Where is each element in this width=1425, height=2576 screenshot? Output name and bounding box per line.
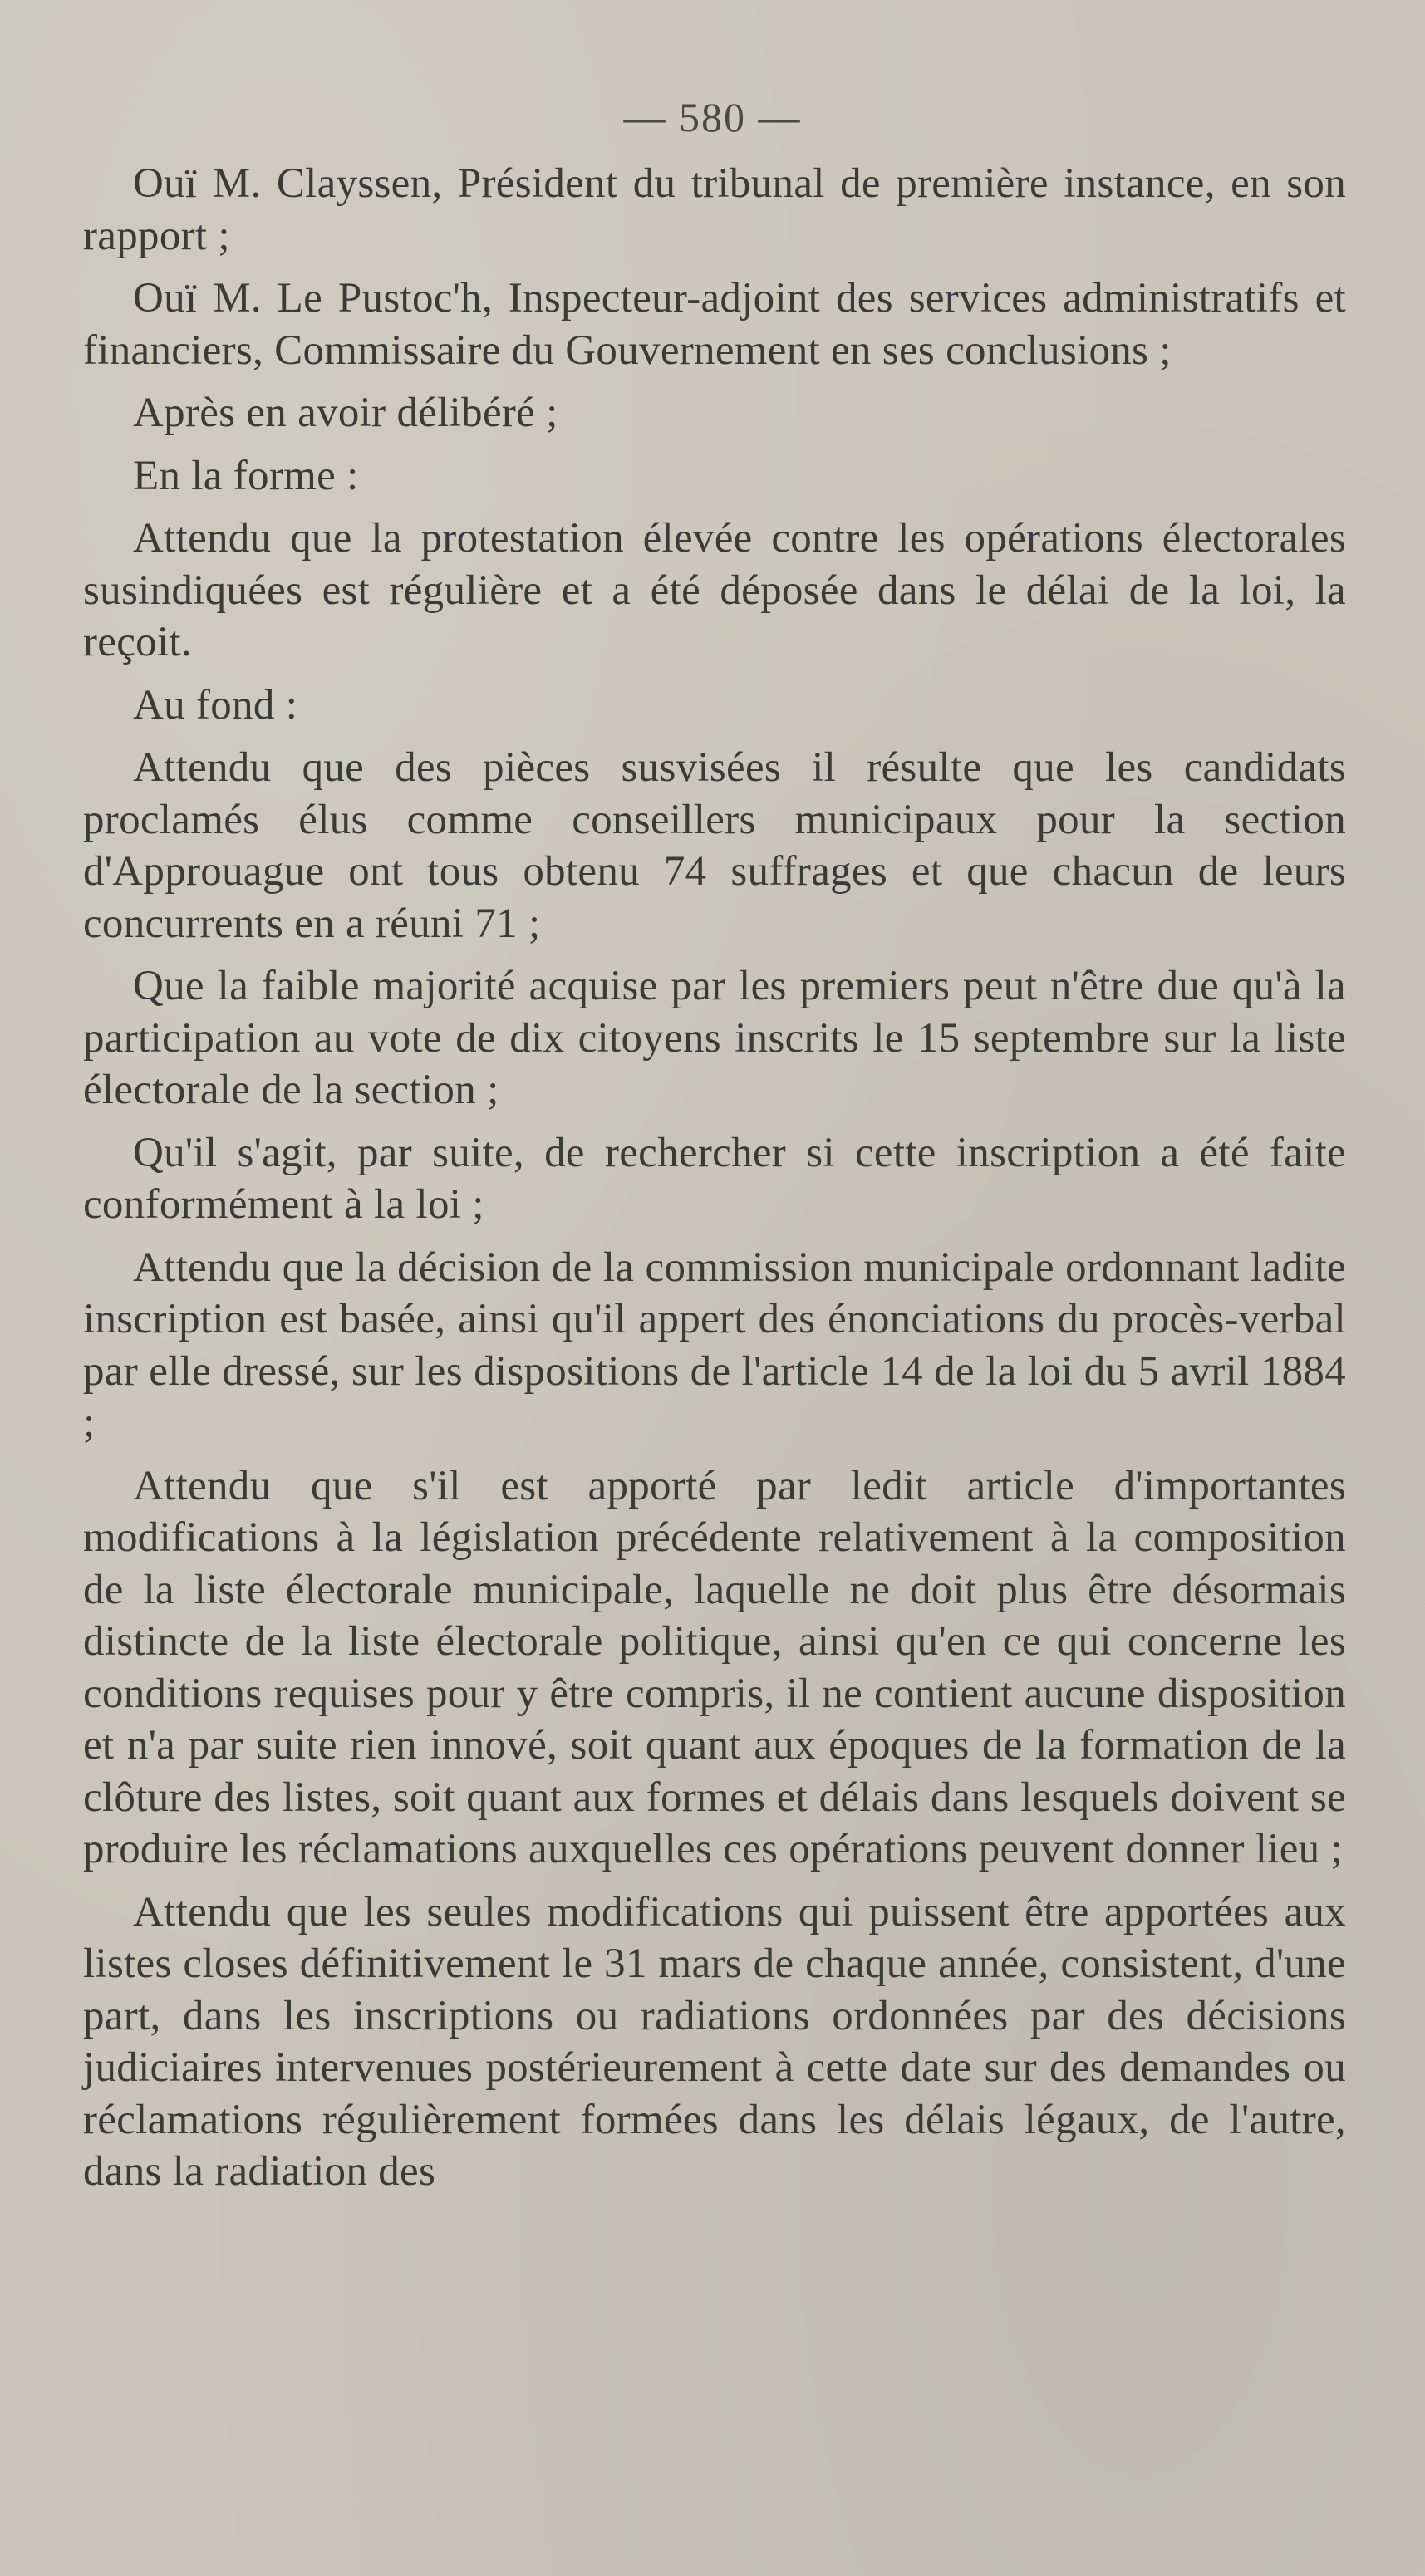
paragraph-delibere: Après en avoir délibéré ; xyxy=(133,390,558,436)
paragraph-inscription: Qu'il s'agit, par suite, de rechercher si cette inscription a été faite conformément à la loi ; xyxy=(83,1129,1346,1228)
paragraph-protestation: Attendu que la protestation élevée contre les opérations électorales susindiquées est régulière et a été déposée dans le délai de la loi, la reçoit. xyxy=(83,515,1346,665)
heading-en-la-forme: En la forme : xyxy=(133,452,359,499)
paragraph-conclusions: Ouï M. Le Pustoc'h, Inspecteur-adjoint des services administratifs et financiers, Commissaire du Gouvernement en ses conclusions ; xyxy=(83,275,1346,374)
body-text xyxy=(83,158,1346,2198)
paragraph-candidats: Attendu que des pièces susvisées il résulte que les candidats proclamés élus comme conseillers municipaux pour la section d'Approuague ont tous obtenu 74 suffrages et que chacun de leurs concurrents en a réuni 71 ; xyxy=(83,744,1346,947)
page-number: — 580 — xyxy=(623,94,802,140)
paragraph-modifications-legislation: Attendu que s'il est apporté par ledit article d'importantes modifications à la législation précédente relativement à la composition de la liste électorale municipale, laquelle ne doit plus être désormais distincte de la liste électorale politique, ainsi qu'en ce qui concerne les conditions requises pour y être compris, il ne contient aucune disposition et n'a par suite rien innové, soit quant aux époques de la formation de la clôture des listes, soit quant aux formes et délais dans lesquels doivent se produire les réclamations auxquelles ces opérations peuvent donner lieu ; xyxy=(83,1462,1346,1872)
paragraph-listes-closes: Attendu que les seules modifications qui puissent être apportées aux listes closes définitivement le 31 mars de chaque année, consistent, d'une part, dans les inscriptions ou radiations ordonnées par des décisions judiciaires intervenues postérieurement à cette date sur des demandes ou réclamations régulièrement formées dans les délais légaux, de l'autre, dans la radiation des xyxy=(83,1888,1346,2195)
paragraph-majorite: Que la faible majorité acquise par les premiers peut n'être due qu'à la participation au vote de dix citoyens inscrits le 15 septembre sur la liste électorale de la section ; xyxy=(83,963,1346,1113)
paragraph-rapport: Ouï M. Clayssen, Président du tribunal de première instance, en son rapport ; xyxy=(83,160,1346,259)
paragraph-decision-commission: Attendu que la décision de la commission municipale ordonnant ladite inscription est basée, ainsi qu'il appert des énonciations du procès-verbal par elle dressé, sur les dispositions de l'article 14 de la loi du 5 avril 1884 ; xyxy=(83,1244,1346,1446)
heading-au-fond: Au fond : xyxy=(133,681,298,729)
